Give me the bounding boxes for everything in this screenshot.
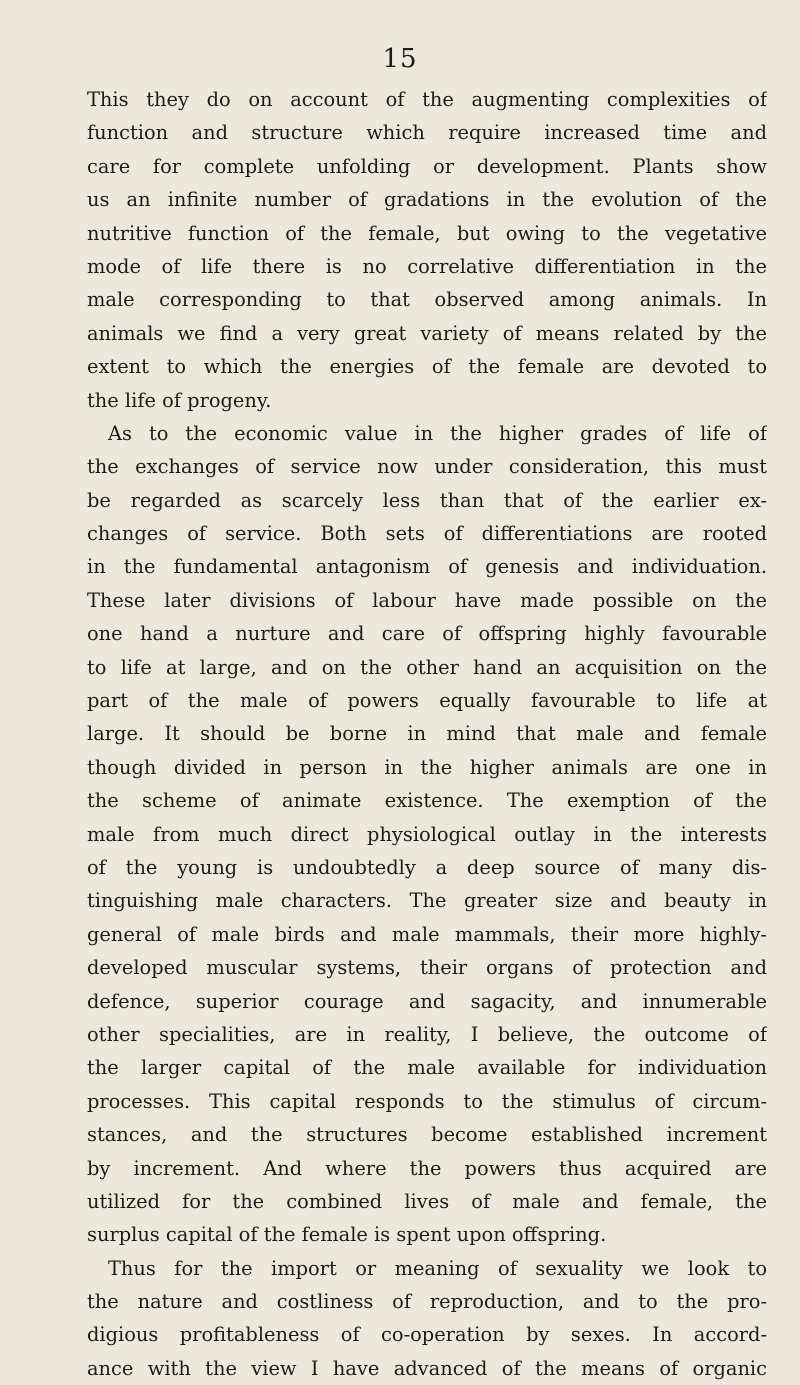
text-line: function and structure which require increased time and	[87, 121, 767, 145]
text-line: the life of progeny.	[87, 388, 272, 412]
text-line: changes of service. Both sets of differentiations are rooted	[87, 522, 767, 546]
text-line: of the young is undoubtedly a deep source of many dis-	[87, 855, 767, 879]
text-line: general of male birds and male mammals, their more highly-	[87, 922, 767, 946]
text-line: the scheme of animate existence. The exemption of the	[87, 789, 767, 813]
text-line: digious profitableness of co-operation by sexes. In accord-	[87, 1323, 767, 1347]
text-line: ance with the view I have advanced of the means of organic	[87, 1356, 767, 1380]
text-line: male from much direct physiological outlay in the interests	[87, 822, 767, 846]
text-line: in the fundamental antagonism of genesis and individuation.	[87, 555, 767, 579]
text-line: defence, superior courage and sagacity, and innumerable	[87, 989, 767, 1013]
text-line: stances, and the structures become established increment	[87, 1123, 767, 1147]
text-line: Thus for the import or meaning of sexuality we look to	[108, 1256, 767, 1280]
text-line: though divided in person in the higher animals are one in	[87, 755, 767, 779]
text-line: be regarded as scarcely less than that of the earlier ex-	[87, 488, 767, 512]
text-line: developed muscular systems, their organs of protection and	[87, 956, 767, 980]
text-line: extent to which the energies of the female are devoted to	[87, 355, 767, 379]
text-line: part of the male of powers equally favourable to life at	[87, 689, 767, 713]
text-line: processes. This capital responds to the stimulus of circum-	[87, 1089, 767, 1113]
text-line: to life at large, and on the other hand an acquisition on the	[87, 655, 767, 679]
text-line: utilized for the combined lives of male and female, the	[87, 1189, 767, 1213]
text-line: tinguishing male characters. The greater size and beauty in	[87, 889, 767, 913]
text-line: the larger capital of the male available for individuation	[87, 1056, 767, 1080]
text-line: one hand a nurture and care of offspring highly favourable	[87, 622, 767, 646]
paragraph	[87, 83, 767, 417]
text-line: care for complete unfolding or development. Plants show	[87, 154, 767, 178]
text-line: by increment. And where the powers thus acquired are	[87, 1156, 767, 1180]
paragraph	[87, 417, 767, 1252]
text-line: male corresponding to that observed among animals. In	[87, 288, 767, 312]
text-line: nutritive function of the female, but owing to the vegetative	[87, 221, 767, 245]
text-line: us an infinite number of gradations in the evolution of the	[87, 188, 767, 212]
text-line: As to the economic value in the higher grades of life of	[108, 421, 767, 445]
text-line: other specialities, are in reality, I believe, the outcome of	[87, 1022, 767, 1046]
page-number: 15	[382, 44, 418, 74]
text-line: surplus capital of the female is spent upon offspring.	[87, 1223, 607, 1247]
text-line: the exchanges of service now under consideration, this must	[87, 455, 767, 479]
text-line: large. It should be borne in mind that male and female	[87, 722, 767, 746]
paragraph	[87, 1252, 767, 1385]
text-line: mode of life there is no correlative differentiation in the	[87, 254, 767, 278]
text-line: the nature and costliness of reproduction, and to the pro-	[87, 1290, 767, 1314]
page-body-text	[87, 83, 767, 1385]
text-line: animals we find a very great variety of means related by the	[87, 321, 767, 345]
text-line: This they do on account of the augmenting complexities of	[87, 88, 767, 111]
text-line: These later divisions of labour have made possible on the	[87, 588, 767, 612]
